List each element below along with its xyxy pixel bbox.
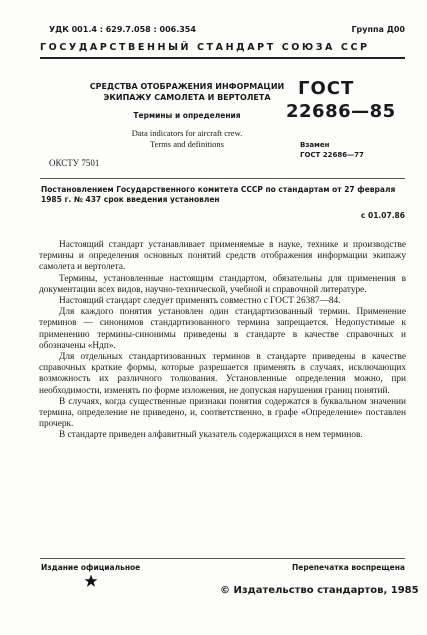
body-paragraph: В стандарте приведен алфавитный указатель содержащихся в нем терминов. xyxy=(59,430,363,441)
bottom-rule xyxy=(40,558,405,559)
decree-text: Постановлением Государственного комитета СССР по стандартам от 27 февраля 1985 г. № 437 срок введения установлен xyxy=(41,185,396,204)
reprint-prohibited-label: Перепечатка воспрещена xyxy=(291,563,405,572)
gost-label: ГОСТ xyxy=(298,78,355,99)
replaces-line-2: ГОСТ 22686—77 xyxy=(300,151,364,159)
body-text xyxy=(39,240,406,442)
body-paragraph: Для отдельных стандартизованных терминов в стандарте приведены в качестве справочных краткие формы, которые разрешается применять в случаях, исключающих возможность их различного толкования. Установленные определения можно, при необходимости, изменять по форме изложения, не допуская нарушения границ понятий. xyxy=(39,352,406,396)
group-code: Группа Д00 xyxy=(351,25,405,34)
udk-code: УДК 001.4 : 629.7.058 : 006.354 xyxy=(49,25,196,34)
english-title xyxy=(82,128,292,150)
body-paragraph: Термины, установленные настоящим стандартом, обязательны для применения в документации всех видов, научно-технической, учебной и справочной литературе. xyxy=(39,273,406,295)
document-subtitle: Термины и определения xyxy=(133,111,241,120)
standard-banner: ГОСУДАРСТВЕННЫЙ СТАНДАРТ СОЮЗА ССР xyxy=(40,42,370,53)
replaces-line-1: Взамен xyxy=(300,141,330,149)
effective-date: с 01.07.86 xyxy=(360,211,405,220)
english-title-line-1: Data indicators for aircraft crew. xyxy=(131,128,243,138)
publisher-copyright: © Издательство стандартов, 1985 xyxy=(220,585,419,596)
gost-number: 22686—85 xyxy=(286,101,396,122)
official-edition-label: Издание официальное xyxy=(41,563,141,572)
english-title-line-2: Terms and definitions xyxy=(149,139,224,149)
middle-rule xyxy=(40,178,405,179)
title-line-1: СРЕДСТВА ОТОБРАЖЕНИЯ ИНФОРМАЦИИ xyxy=(89,82,285,91)
okstu-code: ОКСТУ 7501 xyxy=(49,158,100,168)
body-paragraph: Для каждого понятия установлен один стандартизованный термин. Применение терминов — синонимов стандартизованного термина запрещается. Недопустимые к применению термины-синонимы приведены в стандарте в качестве справочных и обозначены «Ндп». xyxy=(39,307,406,351)
star-icon xyxy=(84,574,98,588)
body-paragraph: Настоящий стандарт следует применять совместно с ГОСТ 26387—84. xyxy=(59,296,341,307)
body-paragraph: В случаях, когда существенные признаки понятия содержатся в буквальном значении термина, определение не приведено, и, соответственно, в графе «Определение» поставлен прочерк. xyxy=(39,396,406,430)
document-title xyxy=(82,81,292,103)
replaces-note xyxy=(300,140,364,160)
body-paragraph: Настоящий стандарт устанавливает применяемые в науке, технике и производстве термины и определения основных понятий средств отображения информации экипажу самолета и вертолета. xyxy=(39,240,406,273)
top-rule xyxy=(40,57,405,59)
title-line-2: ЭКИПАЖУ САМОЛЕТА И ВЕРТОЛЕТА xyxy=(103,93,271,102)
